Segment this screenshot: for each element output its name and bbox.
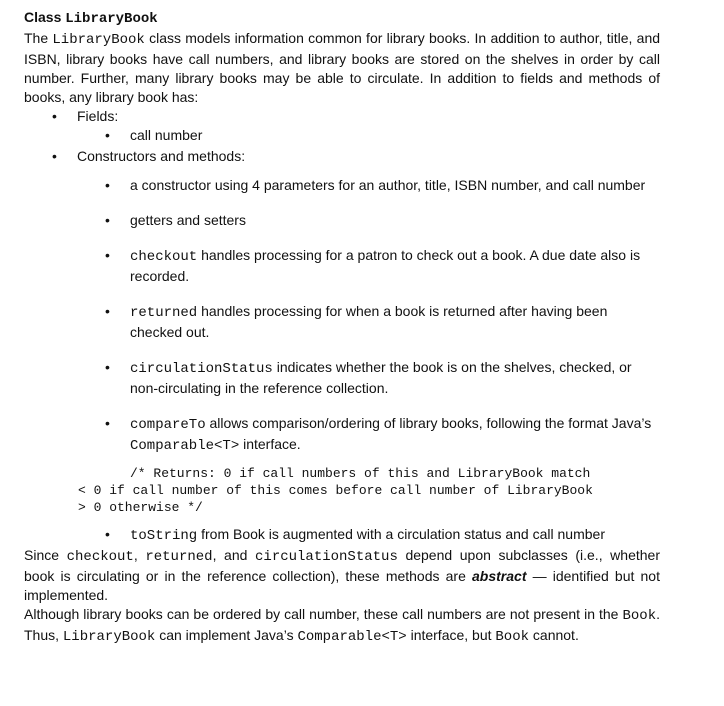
intro-text-1: The bbox=[24, 30, 49, 46]
checkout-code: checkout bbox=[130, 249, 198, 265]
circulation-bullet bbox=[24, 358, 660, 398]
although-text-5: cannot. bbox=[529, 627, 579, 643]
tostring-bullet bbox=[24, 525, 660, 546]
code-line-1: /* Returns: 0 if call numbers of this and LibraryBook match bbox=[130, 466, 591, 481]
since-code-checkout: checkout bbox=[66, 549, 134, 565]
since-code-circulation: circulationStatus bbox=[255, 549, 398, 565]
intro-text-2: class models information common for library books. In addition to author, title, and ISBN, library books have call numbers, and library books are stored on the shelves in order by call number. Further, many library books may be able to circulate. In addition to fields and methods of books, any library book has: bbox=[24, 30, 661, 105]
tostring-list bbox=[24, 525, 660, 546]
returned-text: handles processing for when a book is returned after having been checked out. bbox=[130, 303, 608, 340]
field-call-number bbox=[24, 126, 660, 145]
checkout-text: handles processing for a patron to check out a book. A due date also is recorded. bbox=[130, 247, 641, 284]
checkout-bullet bbox=[24, 246, 660, 286]
section-heading bbox=[24, 8, 660, 28]
since-text-1: Since bbox=[24, 547, 67, 563]
intro-paragraph bbox=[24, 29, 660, 107]
although-code-comparable: Comparable<T> bbox=[297, 629, 407, 645]
code-line-3: > 0 otherwise */ bbox=[78, 500, 203, 515]
although-text-2: . Thus, bbox=[24, 606, 660, 643]
although-text-4: interface, but bbox=[406, 627, 496, 643]
tostring-text: from Book is augmented with a circulation status and call number bbox=[197, 526, 605, 542]
compareto-code: compareTo bbox=[130, 417, 206, 433]
getters-text: getters and setters bbox=[130, 212, 246, 228]
although-paragraph bbox=[24, 605, 660, 647]
circulation-text: indicates whether the book is on the shelves, checked, or non-circulating in the reference collection. bbox=[130, 359, 632, 396]
since-code-returned: returned bbox=[145, 549, 213, 565]
although-text-1: Although library books can be ordered by call number, these call numbers are not present in the bbox=[24, 606, 623, 622]
since-paragraph bbox=[24, 546, 660, 605]
heading-prefix: Class bbox=[24, 9, 62, 25]
returned-bullet bbox=[24, 302, 660, 342]
compareto-text-2: interface. bbox=[239, 436, 301, 452]
fields-label: Fields: bbox=[77, 108, 119, 124]
heading-class-name: LibraryBook bbox=[65, 11, 158, 27]
tostring-code: toString bbox=[130, 528, 198, 544]
although-code-book: Book bbox=[622, 608, 657, 624]
main-list bbox=[24, 107, 660, 456]
constructors-item bbox=[24, 147, 660, 166]
code-comment bbox=[24, 465, 660, 516]
since-text-4: depend upon subclasses (i.e., whether book is circulating or in the reference collection), these methods are bbox=[24, 547, 660, 584]
compareto-bullet bbox=[24, 414, 660, 456]
fields-item bbox=[24, 107, 660, 126]
intro-class-name: LibraryBook bbox=[52, 32, 145, 48]
comparable-code: Comparable<T> bbox=[130, 438, 240, 454]
constructor-text: a constructor using 4 parameters for an author, title, ISBN number, and call number bbox=[130, 177, 646, 193]
although-code-librarybook: LibraryBook bbox=[62, 629, 156, 645]
circulation-code: circulationStatus bbox=[130, 361, 273, 377]
constructors-label: Constructors and methods: bbox=[77, 148, 246, 164]
since-text-2: , bbox=[133, 547, 146, 563]
code-line-2: < 0 if call number of this comes before call number of LibraryBook bbox=[78, 483, 593, 498]
since-text-5: — identified but not implemented. bbox=[24, 568, 660, 603]
although-text-3: can implement Java’s bbox=[155, 627, 298, 643]
although-code-book-2: Book bbox=[495, 629, 530, 645]
constructor-bullet bbox=[24, 176, 660, 195]
compareto-text-1: allows comparison/ordering of library books, following the format Java’s bbox=[205, 415, 652, 431]
field-call-number-text: call number bbox=[130, 127, 203, 143]
abstract-emphasis: abstract bbox=[472, 568, 527, 584]
getters-bullet bbox=[24, 211, 660, 230]
since-text-3: , and bbox=[212, 547, 256, 563]
returned-code: returned bbox=[130, 305, 198, 321]
